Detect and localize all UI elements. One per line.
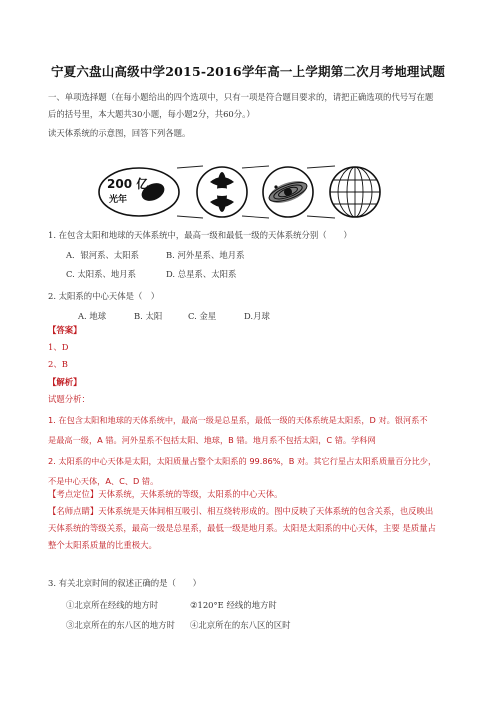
answer-1: 1、D [48,342,69,352]
galaxy-circle [197,167,247,217]
mingshi-line-1 [48,505,433,517]
intro-line-3: 读天体系统的示意图，回答下列各题。 [48,128,191,138]
answer-2: 2、B [48,359,68,369]
q2-option-d: D.月球 [244,311,270,321]
q3-option-1: ①北京所在经线的地方时 [66,600,159,610]
intro-line-1: 一、单项选择题（在每小题给出的四个选项中，只有一项是符合题目要求的，请把正确选项的代号写在题 [48,92,434,102]
q2-option-a: A. 地球 [78,311,107,321]
kaodian-tag: 【考点定位】 [48,489,99,499]
mingshi-line-3: 整个太阳系质量的比重极大。 [48,540,157,550]
earth-globe-circle [330,167,380,217]
kaodian-text: 天体系统，天体系统的等级，太阳系的中心天体。 [98,489,283,499]
intro-line-2: 后的括号里，本大题共30小题，每小题2分，共60分。） [48,109,255,119]
mingshi-line-2: 天体系统的等级关系，最高一级是总星系，最低一级是地月系。太阳是太阳系的中心天体，主要 是质量占 [48,523,436,533]
q2-option-c: C. 金星 [188,311,217,321]
analysis-p1-line2: 是最高一级，A 错。河外星系不包括太阳、地球，B 错。地月系不包括太阳，C 错。学科网 [48,435,376,445]
analysis-p1-line1: 1. 在包含太阳和地球的天体系统中，最高一级是总星系，最低一级的天体系统是太阳系，D 对。银河系不 [48,415,428,425]
universe-ellipse [99,168,179,216]
mingshi-tag: 【名师点睛】 [48,506,99,516]
analysis-p2-line2: 不是中心天体，A、C、D 错。 [48,476,159,486]
kaodian-line [48,488,283,500]
q3-option-2: ②120°E 经线的地方时 [190,600,277,610]
q1-option-c: C. 太阳系、地月系 [66,269,137,279]
page-title: 宁夏六盘山高级中学2015-2016学年高一上学期第二次月考地理试题 [50,64,446,79]
q1-option-a: A．银河系、太阳系 [66,250,140,260]
q2-option-b: B. 太阳 [134,311,163,321]
q3-stem: 3. 有关北京时间的叙述正确的是（ ） [48,578,202,588]
q2-stem: 2. 太阳系的中心天体是（ ） [48,291,160,301]
celestial-system-diagram [95,160,395,224]
figure-label-line2: 光年 [109,195,128,205]
q1-stem: 1. 在包含太阳和地球的天体系统中，最高一级和最低一级的天体系统分别（ ） [48,230,352,240]
answer-tag: 【答案】 [48,325,82,335]
analysis-tag: 【解析】 [48,377,82,387]
figure-label-line1: 200 亿 [107,177,149,191]
solar-system-circle [263,167,313,217]
analysis-p2-line1: 2. 太阳系的中心天体是太阳，太阳质量占整个太阳系的 99.86%，B 对。其它行星占太阳系质量百分比少， [48,456,437,466]
analysis-subtitle: 试题分析： [48,394,90,404]
q1-option-d: D. 总星系、太阳系 [166,269,237,279]
q3-option-4: ④北京所在的东八区的区时 [190,620,291,630]
mingshi-text-1: 天体系统是天体间相互吸引、相互绕转形成的。图中反映了天体系统的包含关系，也反映出 [98,506,434,516]
q1-option-b: B. 河外星系、地月系 [166,250,245,260]
q3-option-3: ③北京所在的东八区的地方时 [66,620,175,630]
